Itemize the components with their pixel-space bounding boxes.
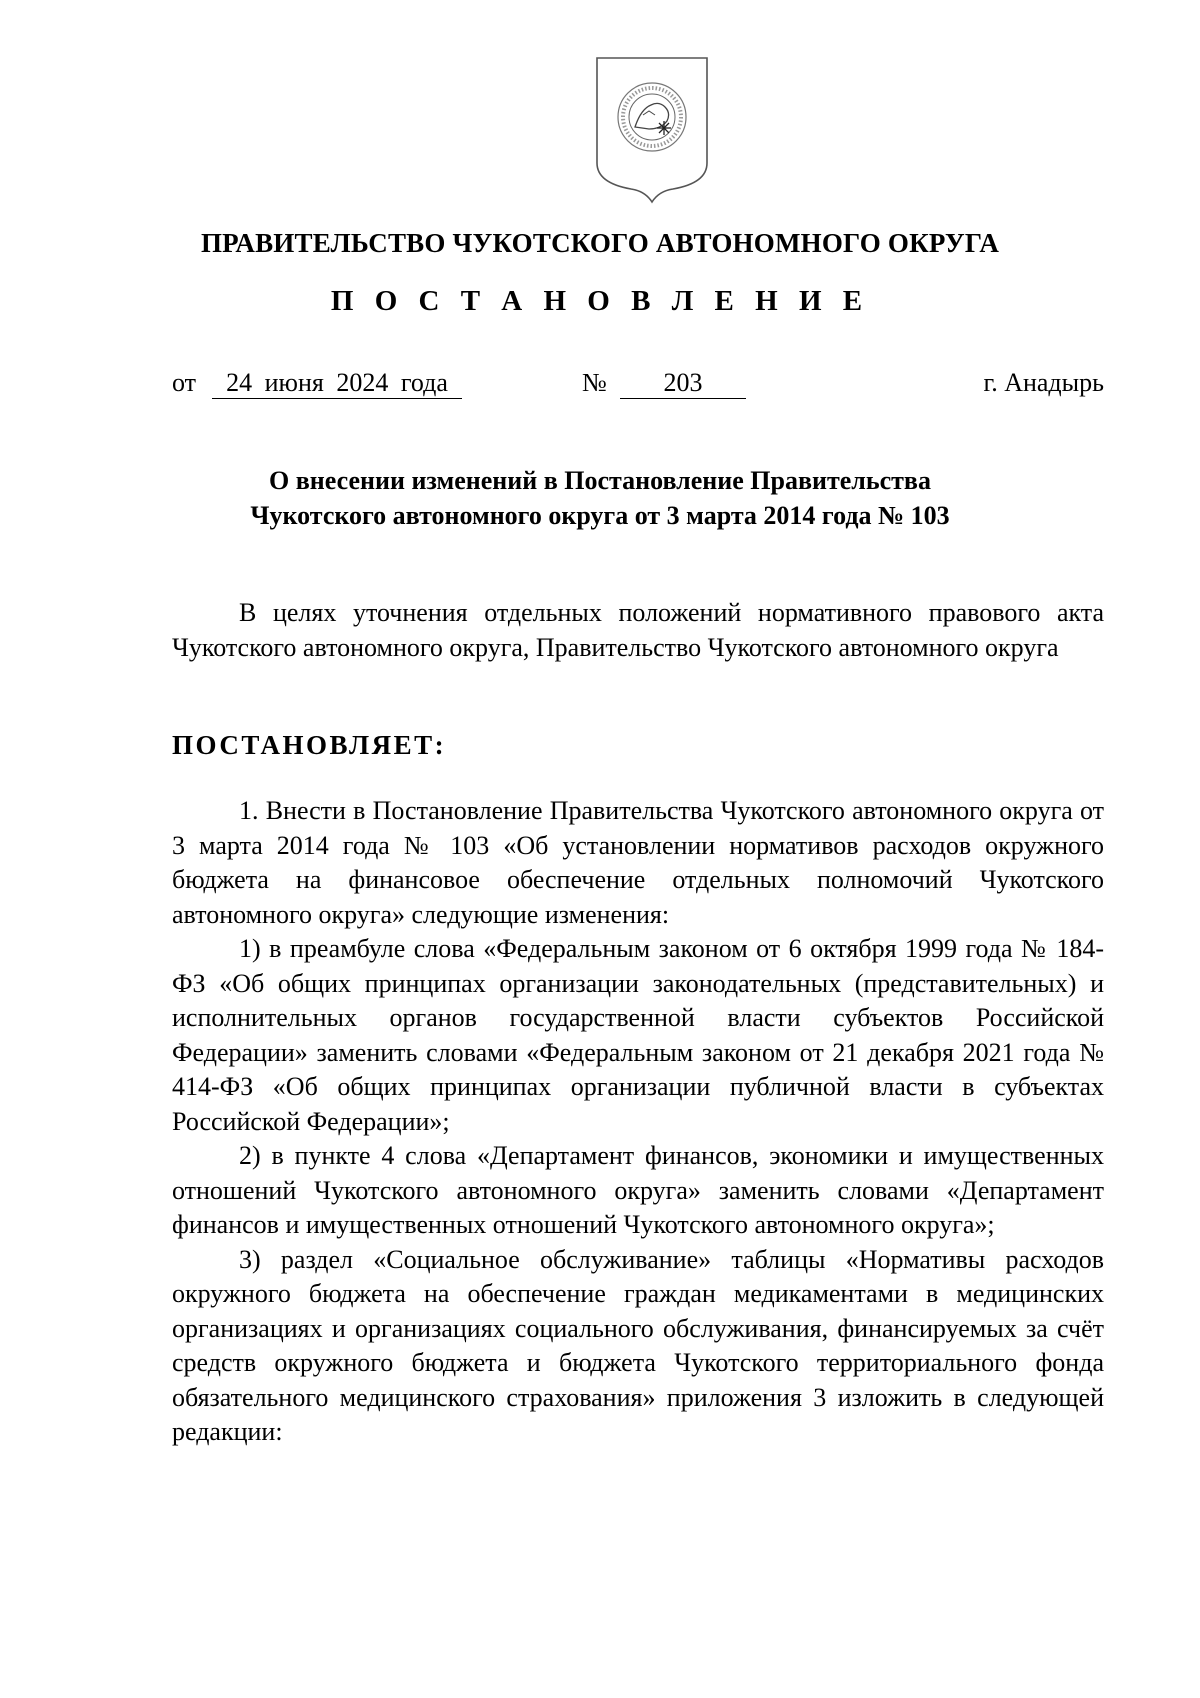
document-number: 203 [620,368,746,399]
decree-item: 3) раздел «Социальное обслуживание» таблицы «Нормативы расходов окружного бюджета на обеспечение граждан медикаментами в медицинских организациях и организациях социального обслуживания, финансируемых за счёт средств окружного бюджета и бюджета Чукотского территориального фонда обязательного медицинского страхования» приложения 3 изложить в следующей редакции: [172,1244,1104,1446]
decree-item: 2) в пункте 4 слова «Департамент финансов, экономики и имущественных отношений Чукотского автономного округа» заменить словами «Департамент финансов и имущественных отношений Чукотского автономного округа»; [172,1141,1104,1239]
document-date: 24 июня 2024 года [212,368,462,399]
government-name: ПРАВИТЕЛЬСТВО ЧУКОТСКОГО АВТОНОМНОГО ОКРУГА [200,228,1000,258]
date-label: от [172,368,197,397]
decree-items [172,794,1104,1450]
decree-item: 1) в преамбуле слова «Федеральным законом от 6 октября 1999 года № 184-ФЗ «Об общих принципах организации законодательных (представительных) и исполнительных органов государственной власти субъектов Российской Федерации» заменить словами «Федеральным законом от 21 декабря 2021 года № 414-ФЗ «Об общих принципах организации публичной власти в субъектах Российской Федерации»; [172,934,1104,1136]
decree-item: 1. Внести в Постановление Правительства Чукотского автономного округа от 3 марта 2014 года № 103 «Об установлении нормативов расходов окружного бюджета на финансовое обеспечение отдельных полномочий Чукотского автономного округа» следующие изменения: [172,796,1104,929]
document-city: г. Анадырь [983,368,1104,397]
preamble-paragraph: В целях уточнения отдельных положений нормативного правового акта Чукотского автономного округа, Правительство Чукотского автономного округа [172,598,1104,662]
number-label: № [582,368,607,397]
subject-line-1: О внесении изменений в Постановление Правительства [269,466,931,495]
coat-of-arms-icon [593,55,711,205]
document-type: П О С Т А Н О В Л Е Н И Е [330,285,870,317]
subject-line-2: Чукотского автономного округа от 3 марта 2014 года № 103 [250,501,950,530]
document-meta [172,368,1104,404]
decree-heading: ПОСТАНОВЛЯЕТ: [172,730,447,760]
document-subject [0,463,1200,533]
